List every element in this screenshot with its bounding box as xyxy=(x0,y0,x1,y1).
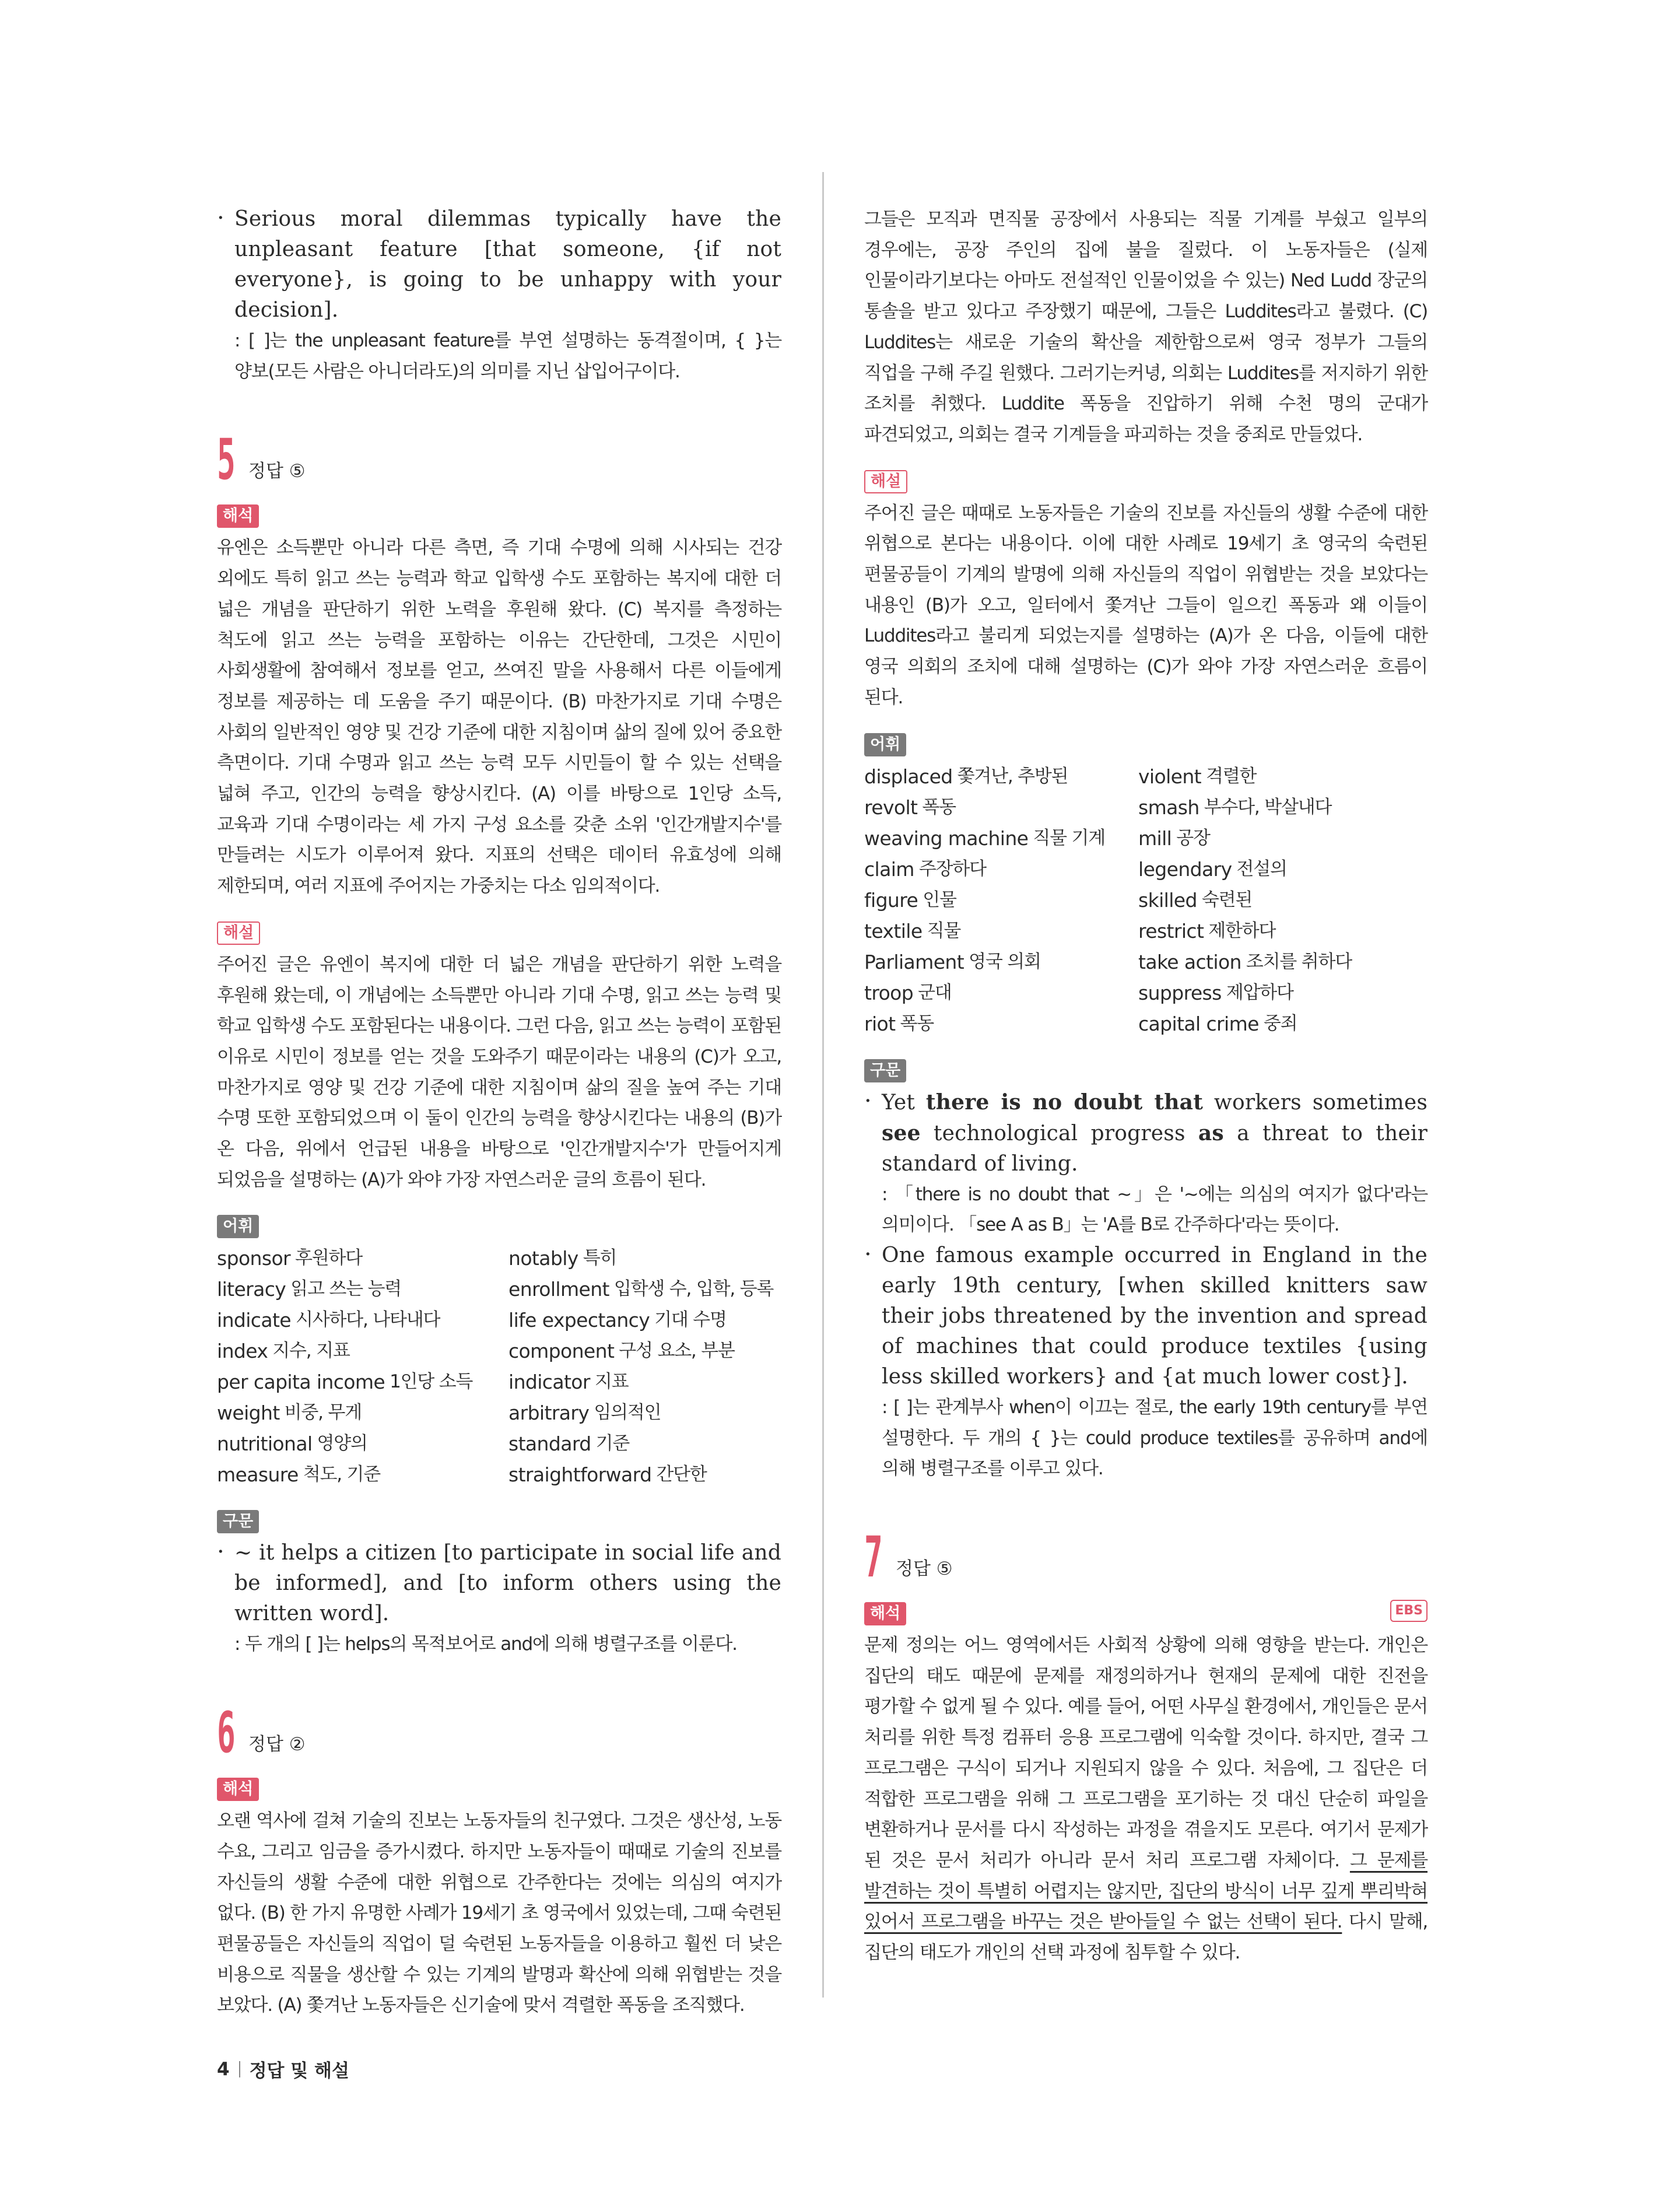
vocab-item: nutritional 영양의 xyxy=(217,1432,367,1456)
translation-tag: 해석 xyxy=(864,1602,906,1625)
explanation-text: 주어진 글은 유엔이 복지에 대한 더 넓은 개념을 판단하기 위한 노력을 후원해 왔는데, 이 개념에는 소득뿐만 아니라 기대 수명, 읽고 쓰는 능력 및 학교 입학생 수도 포함된다는 내용이다. 그런 다음, 읽고 쓰는 능력이 포함된 이유로 시민이 정보를 얻는 것을 도와주기 때문이라는 내용의 (C)가 오고, 마찬가지로 영양 및 건강 기준에 대한 지침이며 삶의 질을 높여 주는 기대 수명 또한 포함되었으며 이 둘이 인간의 능력을 향상시킨다는 내용의 (B)가 온 다음, 위에서 언급된 내용을 바탕으로 '인간개발지수'가 만들어지게 되었음을 설명하는 (A)가 와야 가장 자연스러운 글의 흐름이 된다. xyxy=(217,954,781,1190)
syntax-tag: 구문 xyxy=(217,1510,259,1533)
translation-text: 오랜 역사에 걸쳐 기술의 진보는 노동자들의 친구였다. 그것은 생산성, 노동 수요, 그리고 임금을 증가시켰다. 하지만 노동자들이 때때로 기술의 진보를 자신들의 생활 수준에 대한 위협으로 간주한다는 것에는 의심의 여지가 없다. (B) 한 가지 유명한 사례가 19세기 초 영국에서 있었는데, 그때 숙련된 편물공들은 자신들의 직업이 덜 숙련된 노동자들을 이용하고 훨씬 더 낮은 비용으로 직물을 생산할 수 있는 기계의 발명과 확산에 의해 위협받는 것을 보았다. (A) 쫓겨난 노동자들은 신기술에 맞서 격렬한 폭동을 조직했다. xyxy=(217,1810,781,2016)
vocab-item: weaving machine 직물 기계 xyxy=(864,826,1106,850)
vocab-item: skilled 숙련된 xyxy=(1138,888,1253,912)
answer-label: 정답 ⑤ xyxy=(248,461,306,482)
vocab-item: literacy 읽고 쓰는 능력 xyxy=(217,1278,402,1301)
vocab-item: capital crime 중죄 xyxy=(1138,1012,1297,1035)
vocab-item: indicator 지표 xyxy=(508,1371,629,1394)
column-divider xyxy=(822,172,824,1998)
syntax-tag: 구문 xyxy=(864,1059,906,1082)
answer-header-5 xyxy=(217,427,781,493)
syntax-sentence: · One famous example occurred in England in the early 19th century, [when skilled knitters saw their jobs threatened by the invention and spread of machines that could produce textiles {using less skilled workers} and {at much lower cost}]. xyxy=(864,1241,1428,1392)
vocabulary-tag: 어휘 xyxy=(217,1215,259,1238)
answer-header-7 xyxy=(864,1525,1428,1590)
vocab-item: life expectancy 기대 수명 xyxy=(508,1309,727,1332)
vocab-item: revolt 폭동 xyxy=(864,796,956,819)
vocabulary-list xyxy=(864,761,1428,1039)
vocab-item: arbitrary 임의적인 xyxy=(508,1401,661,1425)
syntax-sentence: · ~ it helps a citizen [to participate in social life and be informed], and [to inform others using the written word]. xyxy=(217,1538,781,1629)
vocab-item: straightforward 간단한 xyxy=(508,1463,707,1487)
explanation-tag: 해설 xyxy=(217,921,260,945)
question-number: 7 xyxy=(864,1525,883,1590)
vocab-item: Parliament 영국 의회 xyxy=(864,950,1041,973)
vocab-item: displaced 쫓겨난, 추방된 xyxy=(864,765,1068,788)
translation-text: 문제 정의는 어느 영역에서든 사회적 상황에 의해 영향을 받는다. 개인은 집단의 태도 때문에 문제를 재정의하거나 현재의 문제에 대한 진전을 평가할 수 없게 될 수 있다. 예를 들어, 어떤 사무실 환경에서, 개인들은 문서 처리를 위한 특정 컴퓨터 응용 프로그램에 익숙할 것이다. 하지만, 결국 그 프로그램은 구식이 되거나 지원되지 않을 수 있다. 처음에, 그 집단은 더 적합한 프로그램을 위해 그 프로그램을 포기하는 것 대신 단순히 파일을 변환하거나 문서를 다시 작성하는 과정을 겪을지도 모른다. 여기서 문제가 된 것은 문서 처리가 아니라 문서 처리 프로그램 자체이다. 그 문제를 발견하는 것이 특별히 어렵지는 않지만, 집단의 방식이 너무 깊게 뿌리박혀 있어서 프로그램을 바꾸는 것은 받아들일 수 없는 선택이 된다. 다시 말해, 집단의 태도가 개인의 선택 과정에 침투할 수 있다. xyxy=(864,1635,1428,1964)
syntax-note: : [ ]는 관계부사 when이 이끄는 절로, the early 19th century를 부연 설명한다. 두 개의 { }는 could produce textiles를 공유하며 and에 의해 병렬구조를 이루고 있다. xyxy=(882,1396,1428,1480)
underlined-sentence: 그 문제를 발견하는 것이 특별히 어렵지는 않지만, 집단의 방식이 너무 깊게 뿌리박혀 있어서 프로그램을 바꾸는 것은 받아들일 수 없는 선택이 된다. xyxy=(864,1849,1428,1933)
vocab-item: legendary 전설의 xyxy=(1138,857,1287,881)
vocab-item: riot 폭동 xyxy=(864,1012,934,1035)
syntax-sentence: · Yet there is no doubt that workers sometimes see technological progress as a threat to their standard of living. xyxy=(864,1087,1428,1179)
vocab-item: claim 주장하다 xyxy=(864,857,986,881)
vocab-item: sponsor 후원하다 xyxy=(217,1247,362,1270)
ebs-logo: EBS xyxy=(1390,1600,1428,1622)
vocab-item: restrict 제한하다 xyxy=(1138,919,1276,942)
vocab-item: take action 조치를 취하다 xyxy=(1138,950,1352,973)
syntax-note: : 두 개의 [ ]는 helps의 목적보어로 and에 의해 병렬구조를 이룬다. xyxy=(234,1634,737,1655)
vocab-item: figure 인물 xyxy=(864,888,956,912)
translation-text: 유엔은 소득뿐만 아니라 다른 측면, 즉 기대 수명에 의해 시사되는 건강 외에도 특히 읽고 쓰는 능력과 학교 입학생 수도 포함하는 복지에 대한 더 넓은 개념을 판단하기 위한 노력을 후원해 왔다. (C) 복지를 측정하는 척도에 읽고 쓰는 능력을 포함하는 이유는 간단한데, 그것은 시민이 사회생활에 참여해서 정보를 얻고, 쓰여진 말을 사용해서 다른 이들에게 정보를 제공하는 데 도움을 주기 때문이다. (B) 마찬가지로 기대 수명은 사회의 일반적인 영양 및 건강 기준에 대한 지침이며 삶의 질에 있어 중요한 측면이다. 기대 수명과 읽고 쓰는 능력 모두 시민들이 할 수 있는 선택을 넓혀 주고, 인간의 능력을 향상시킨다. (A) 이를 바탕으로 1인당 소득, 교육과 기대 수명이라는 세 가지 구성 요소를 갖춘 소위 '인간개발지수'를 만들려는 시도가 이루어져 왔다. 지표의 선택은 데이터 유효성에 의해 제한되며, 여러 지표에 주어지는 가중치는 다소 임의적이다. xyxy=(217,537,781,897)
explanation-tag: 해설 xyxy=(864,470,907,493)
syntax-sentence: · Serious moral dilemmas typically have the unpleasant feature [that someone, {if not everyone}, is going to be unhappy with your decision]. xyxy=(217,204,781,325)
left-column xyxy=(217,204,781,2021)
vocabulary-list xyxy=(217,1243,781,1490)
page-footer xyxy=(217,2056,349,2082)
answer-label: 정답 ⑤ xyxy=(896,1558,953,1580)
vocab-item: mill 공장 xyxy=(1138,826,1210,850)
answer-label: 정답 ② xyxy=(248,1734,306,1756)
page-number: 4 xyxy=(217,2058,230,2080)
vocab-item: per capita income 1인당 소득 xyxy=(217,1371,473,1394)
vocab-item: smash 부수다, 박살내다 xyxy=(1138,796,1332,819)
vocab-item: troop 군대 xyxy=(864,981,952,1004)
vocab-item: indicate 시사하다, 나타내다 xyxy=(217,1309,440,1332)
explanation-text: 주어진 글은 때때로 노동자들은 기술의 진보를 자신들의 생활 수준에 대한 위협으로 본다는 내용이다. 이에 대한 사례로 19세기 초 영국의 숙련된 편물공들이 기계의 발명에 의해 자신들의 직업이 위협받는 것을 보았다는 내용인 (B)가 오고, 일터에서 쫓겨난 그들이 일으킨 폭동과 왜 이들이 Luddites라고 불리게 되었는지를 설명하는 (A)가 온 다음, 이들에 대한 영국 의회의 조치에 대해 설명하는 (C)가 와야 가장 자연스러운 흐름이 된다. xyxy=(864,502,1428,708)
footer-title: 정답 및 해설 xyxy=(249,2061,349,2082)
syntax-note: : 「there is no doubt that ~」은 '~에는 의심의 여지가 없다'라는 의미이다. 「see A as B」는 'A를 B로 간주하다'라는 뜻이다. xyxy=(882,1183,1428,1236)
translation-text-continued: 그들은 모직과 면직물 공장에서 사용되는 직물 기계를 부쉈고 일부의 경우에는, 공장 주인의 집에 불을 질렀다. 이 노동자들은 (실제 인물이라기보다는 아마도 전설적인 인물이었을 수 있는) Ned Ludd 장군의 통솔을 받고 있다고 주장했기 때문에, 그들은 Luddites라고 불렸다. (C) Luddites는 새로운 기술의 확산을 제한함으로써 영국 정부가 그들의 직업을 구해 주길 원했다. 그러기는커녕, 의회는 Luddites를 저지하기 위한 조치를 취했다. Luddite 폭동을 진압하기 위해 수천 명의 군대가 파견되었고, 의회는 결국 기계들을 파괴하는 것을 중죄로 만들었다. xyxy=(864,209,1428,445)
vocab-item: violent 격렬한 xyxy=(1138,765,1257,788)
vocab-item: index 지수, 지표 xyxy=(217,1340,350,1363)
question-number: 6 xyxy=(217,1700,236,1766)
right-column xyxy=(864,204,1428,1968)
vocab-item: notably 특히 xyxy=(508,1247,617,1270)
question-number: 5 xyxy=(217,427,236,493)
vocab-item: standard 기준 xyxy=(508,1432,630,1456)
vocab-item: weight 비중, 무게 xyxy=(217,1401,362,1425)
footer-divider xyxy=(239,2061,240,2077)
answer-header-6 xyxy=(217,1700,781,1766)
vocab-item: measure 척도, 기준 xyxy=(217,1463,381,1487)
vocab-item: enrollment 입학생 수, 입학, 등록 xyxy=(508,1278,774,1301)
translation-tag: 해석 xyxy=(217,1778,259,1801)
vocab-item: textile 직물 xyxy=(864,919,961,942)
vocab-item: suppress 제압하다 xyxy=(1138,981,1293,1004)
translation-tag: 해석 xyxy=(217,504,259,528)
vocabulary-tag: 어휘 xyxy=(864,733,906,756)
vocab-item: component 구성 요소, 부분 xyxy=(508,1340,735,1363)
syntax-note: : [ ]는 the unpleasant feature를 부연 설명하는 동격절이며, { }는 양보(모든 사람은 아니더라도)의 의미를 지닌 삽입어구이다. xyxy=(234,330,781,382)
